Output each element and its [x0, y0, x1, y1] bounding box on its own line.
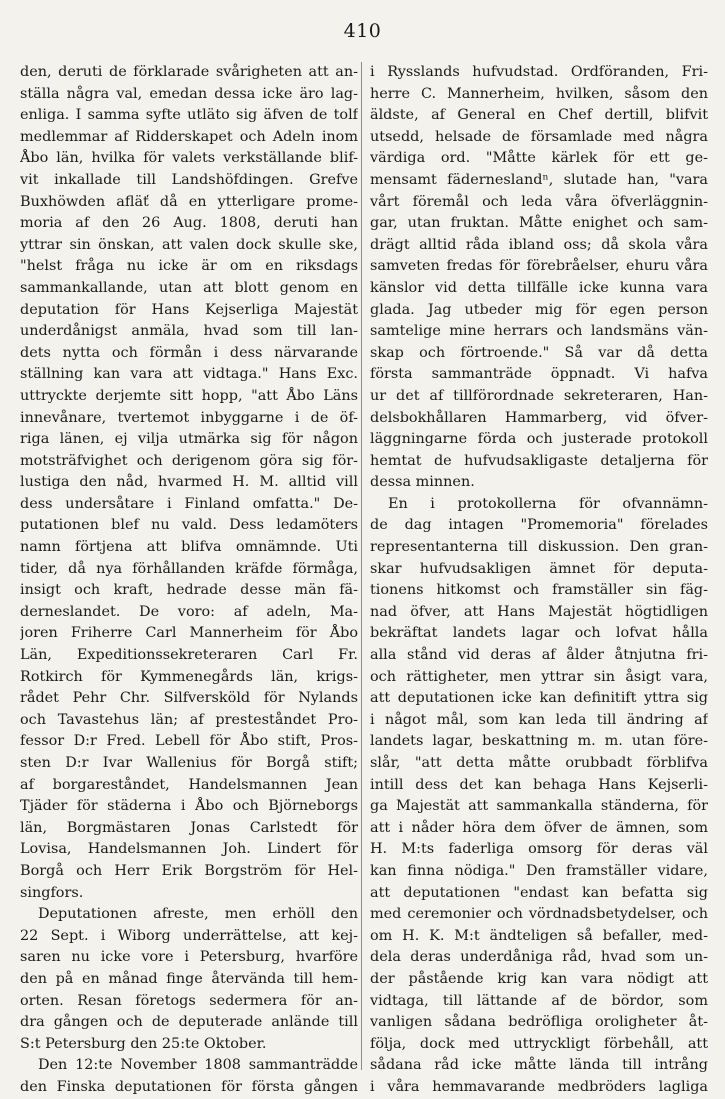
- text-line: moria af den 26 Aug. 1808, deruti han: [20, 215, 358, 232]
- text-line: intill dess det kan behaga Hans Kejserli-: [370, 776, 708, 793]
- text-line: innevånare, tvertemot inbyggarne i de öf-: [20, 409, 358, 426]
- text-line: Lovisa, Handelsmannen Joh. Lindert för: [20, 841, 358, 858]
- text-line: gar, utan fruktan. Måtte enighet och sam-: [370, 215, 708, 232]
- text-line: dess undersåtare i Finland omfatta." De-: [20, 495, 358, 512]
- text-line: 22 Sept. i Wiborg underrättelse, att kej-: [20, 927, 358, 944]
- text-line: vit inkallade till Landshöfdingen. Grefve: [20, 171, 358, 188]
- text-line: saren nu icke vore i Petersburg, hvarföre: [20, 949, 358, 966]
- text-line: insigt och kraft, hedrade desse män fä-: [20, 582, 358, 599]
- text-line: att deputationen "endast kan befatta sig: [370, 884, 708, 901]
- text-line: läggningarne förda och justerade protokoll: [370, 431, 708, 448]
- text-line: landets lagar, beskattning m. m. utan före-: [370, 733, 708, 750]
- text-line: äldste, af General en Chef dertill, blifvit: [370, 107, 708, 124]
- text-line: "helst fråga nu icke är om en riksdags: [20, 258, 358, 275]
- text-line: H. M:ts faderliga omsorg för deras väl: [370, 841, 708, 858]
- text-line: alla stånd vid deras af ålder åtnjutna fri-: [370, 647, 708, 664]
- text-line: första sammanträde öppnadt. Vi hafva: [370, 366, 708, 383]
- text-line: Deputationen afreste, men erhöll den: [38, 906, 358, 923]
- text-line: med ceremonier och vördnadsbetydelser, och: [370, 906, 708, 923]
- text-line: af borgareståndet, Handelsmannen Jean: [20, 776, 358, 793]
- text-line: S:t Petersburg den 25:te Oktober.: [20, 1035, 267, 1052]
- text-line: om H. K. M:t ändteligen så befaller, med-: [370, 927, 708, 944]
- text-line: Rotkirch för Kymmenegårds län, krigs-: [20, 668, 358, 685]
- text-line: sammankallande, utan att blott genom en: [20, 279, 358, 296]
- text-line: sten D:r Ivar Wallenius för Borgå stift;: [20, 755, 358, 771]
- text-line: och rättigheter, men yttrar sin åsigt vara,: [370, 668, 708, 685]
- text-line: värdiga ord. "Måtte kärlek för ett ge-: [370, 150, 708, 167]
- text-line: skar hufvudsakligen ämnet för deputa-: [370, 560, 708, 577]
- text-line: enliga. I samma syfte utläto sig äfven de tolf: [20, 107, 358, 124]
- text-line: derneslandet. De voro: af adeln, Ma-: [20, 603, 358, 620]
- text-line: samtelige mine herrars och landsmäns vän-: [370, 323, 708, 340]
- text-line: herre C. Mannerheim, hvilken, såsom den: [370, 85, 708, 102]
- text-line: joren Friherre Carl Mannerheim för Åbo: [20, 625, 358, 642]
- text-line: följa, dock med uttryckligt förbehåll, att: [370, 1035, 708, 1052]
- text-line: vidtaga, till lättande af de bördor, som: [370, 992, 708, 1009]
- text-line: drägt alltid råda ibland oss; då skola våra: [370, 236, 708, 253]
- text-line: representanterna till diskussion. Den gran-: [370, 539, 708, 556]
- text-line: ställning kan vara att vidtaga." Hans Exc.: [20, 366, 358, 383]
- text-line: vårt föremål och leda våra öfverläggnin-: [370, 193, 708, 210]
- text-line: i våra hemmavarande medbröders lagliga: [370, 1078, 708, 1095]
- text-line: hemtat de hufvudsakligaste detaljerna för: [370, 452, 708, 469]
- text-line: nad öfver, att Hans Majestät högtidligen: [370, 603, 708, 620]
- text-line: att deputationen icke kan definitift yttra sig: [370, 690, 708, 707]
- text-line: den Finska deputationen för första gången: [20, 1078, 358, 1095]
- text-line: orten. Resan företogs sedermera för an-: [20, 992, 358, 1009]
- text-line: skap och förtroende." Så var då detta: [370, 344, 708, 361]
- text-line: Buxhöwden afläť då en ytterligare prome-: [20, 193, 358, 210]
- text-line: medlemmar af Ridderskapet och Adeln inom: [20, 128, 358, 145]
- text-line: kan finna nödiga." Den framställer vidare,: [370, 862, 708, 879]
- text-line: dessa minnen.: [370, 474, 475, 491]
- text-line: slår, "att detta måtte orubbadt förblifva: [370, 755, 708, 771]
- text-line: känslor vid detta tillfälle icke kunna vara: [370, 279, 708, 296]
- text-line: i Rysslands hufvudstad. Ordföranden, Fri-: [370, 64, 708, 80]
- text-line: ga Majestät att sammankalla ständerna, för: [370, 798, 708, 815]
- text-line: ur det af tillförordnade sekreteraren, Han-: [370, 387, 708, 404]
- text-line: utsedd, helsade de församlade med några: [370, 128, 708, 145]
- text-line: Län, Expeditionssekreteraren Carl Fr.: [20, 647, 358, 664]
- text-line: underdånigst anmäla, hvad som till lan-: [20, 323, 358, 340]
- text-line: uttryckte derjemte sitt hopp, "att Åbo Läns: [20, 387, 358, 404]
- text-line: vanligen sådana bedröfliga oroligheter åt-: [370, 1014, 708, 1031]
- left-column: [20, 62, 358, 1099]
- text-line: de dag intagen "Promemoria" förelades: [370, 517, 708, 534]
- text-line: Åbo län, hvilka för valets verkställande blif-: [20, 150, 358, 167]
- text-line: den på en månad finge återvända till hem-: [20, 970, 358, 987]
- text-line: singfors.: [20, 884, 84, 901]
- text-line: motsträfvighet och derigenom göra sig för-: [20, 452, 358, 469]
- text-line: yttrar sin önskan, att valen dock skulle ske,: [20, 236, 358, 253]
- text-line: der påstående krig kan vara nödigt att: [370, 970, 708, 987]
- text-line: Den 12:te November 1808 sammanträdde: [38, 1057, 358, 1074]
- text-line: Tjäder för städerna i Åbo och Björneborgs: [20, 798, 358, 815]
- text-line: i något mål, som kan leda till ändring af: [370, 711, 708, 728]
- column-divider: [361, 62, 362, 1070]
- text-line: tider, då nya förhållanden kräfde förmåga,: [20, 560, 358, 577]
- text-line: mensamt fäderneslandⁿ, slutade han, "vara: [370, 171, 708, 188]
- text-line: den, deruti de förklarade svårigheten att an-: [20, 64, 358, 80]
- text-line: deputation för Hans Kejserliga Majestät: [20, 301, 358, 318]
- page-number: 410: [343, 20, 382, 42]
- text-line: tionens hitkomst och framställer sin fäg-: [370, 582, 708, 599]
- text-line: dela deras underdåniga råd, hvad som un-: [370, 949, 708, 966]
- text-line: lustiga den nåd, hvarmed H. M. alltid vill: [20, 474, 358, 491]
- text-line: riga länen, ej vilja utmärka sig för någon: [20, 431, 358, 448]
- text-line: glada. Jag utbeder mig för egen person: [370, 301, 708, 318]
- text-line: rådet Pehr Chr. Silfversköld för Nylands: [20, 690, 358, 707]
- text-line: län, Borgmästaren Jonas Carlstedt för: [20, 819, 358, 836]
- text-line: delsbokhållaren Hammarberg, vid öfver-: [370, 409, 708, 426]
- right-column: [370, 62, 708, 1099]
- text-line: samveten fredas för förebråelser, ehuru våra: [370, 258, 708, 275]
- text-line: dra gången och de deputerade anlände till: [20, 1014, 358, 1031]
- text-line: putationen blef nu vald. Dess ledamöters: [20, 517, 358, 534]
- text-line: och Tavastehus län; af presteståndet Pro-: [20, 711, 358, 728]
- text-line: En i protokollerna för ofvannämn-: [388, 495, 708, 512]
- text-line: ställa några val, emedan dessa icke äro lag-: [20, 85, 358, 102]
- text-line: bekräftat landets lagar och lofvat hålla: [370, 625, 708, 642]
- text-line: dets nytta och förmån i dess närvarande: [20, 344, 358, 361]
- text-line: fessor D:r Fred. Lebell för Åbo stift, Pros-: [20, 733, 358, 750]
- text-line: sådana råd icke måtte lända till intrång: [370, 1057, 708, 1074]
- text-line: att i nåder höra dem öfver de ämnen, som: [370, 819, 708, 836]
- text-line: Borgå och Herr Erik Borgström för Hel-: [20, 862, 358, 879]
- text-line: namn förtjena att blifva omnämnde. Uti: [20, 539, 358, 556]
